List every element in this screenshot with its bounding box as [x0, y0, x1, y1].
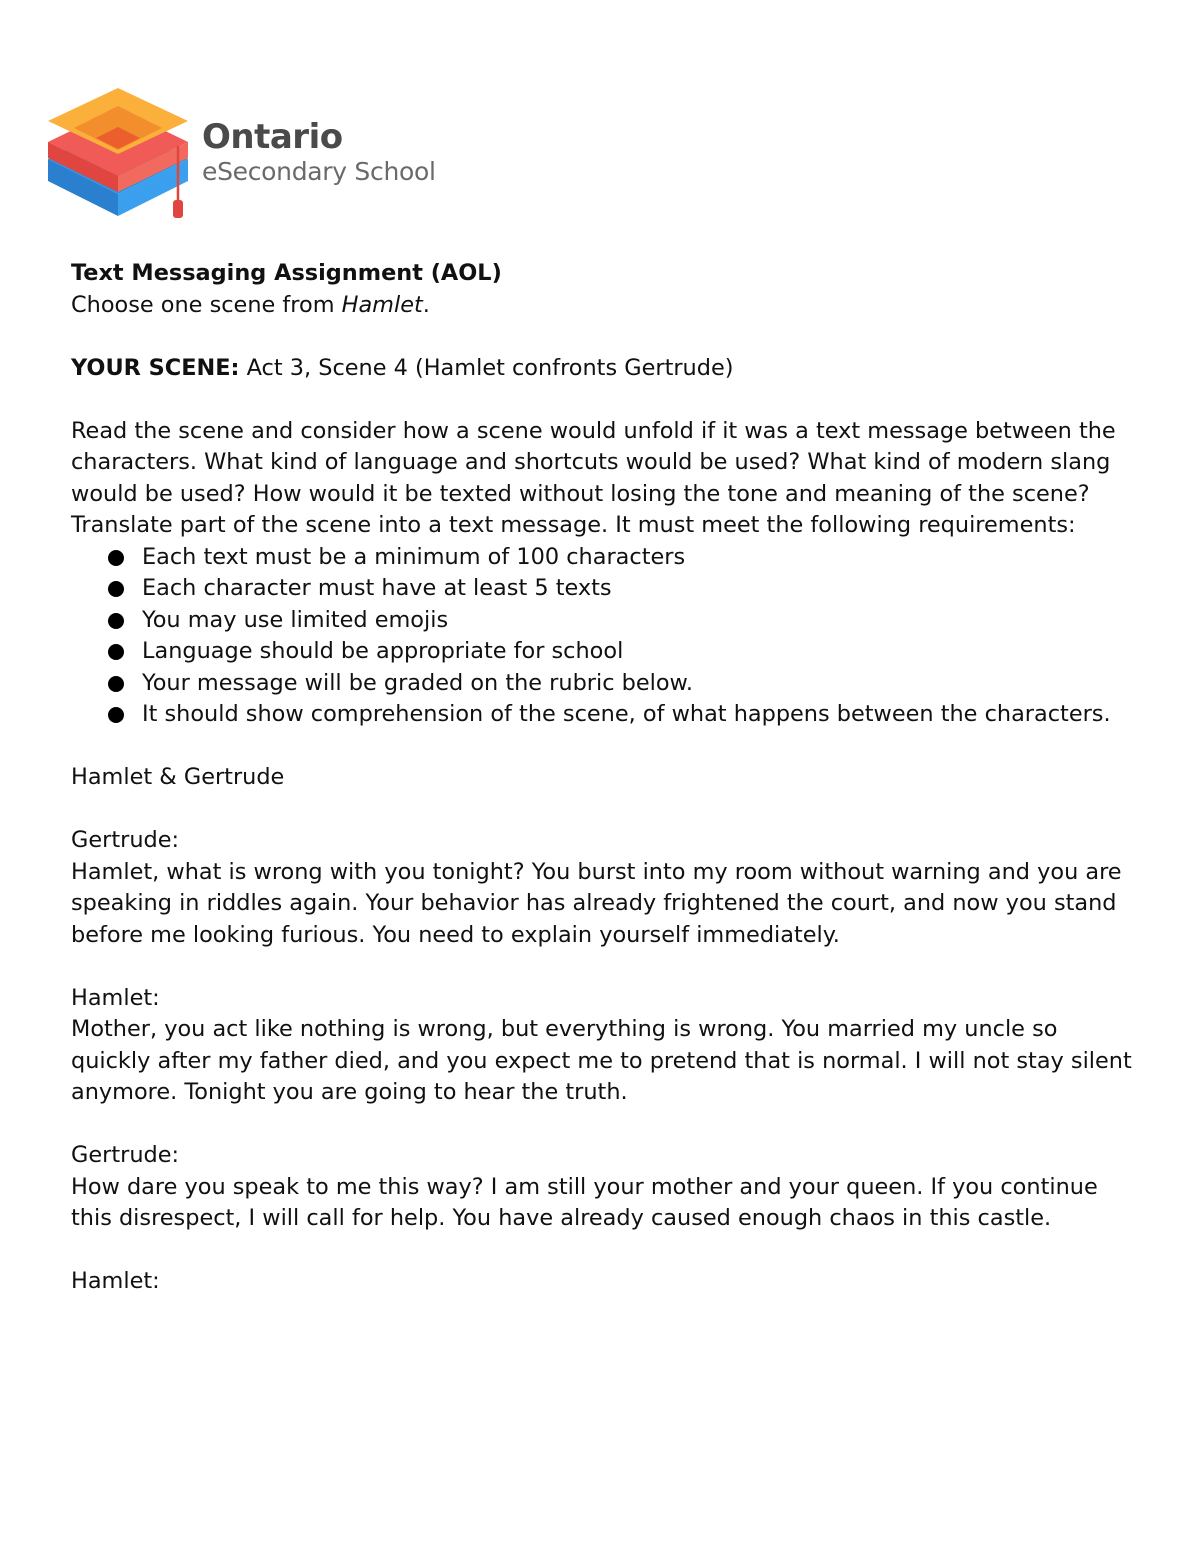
dialogue-speaker: Hamlet: — [71, 1268, 160, 1294]
requirement-text: Language should be appropriate for school — [142, 638, 624, 664]
requirement-text: It should show comprehension of the scene, of what happens between the characters. — [142, 701, 1111, 727]
assignment-title: Text Messaging Assignment (AOL) — [71, 260, 502, 286]
instructions-paragraph: Read the scene and consider how a scene would unfold if it was a text message between the characters. What kind of language and shortcuts would be used? What kind of modern slang would be used? How would it be texted without losing the tone and meaning of the scene? — [71, 417, 1116, 507]
dialogue-speaker: Gertrude: — [71, 1142, 180, 1168]
list-item — [71, 542, 1141, 574]
list-item — [71, 573, 1141, 605]
list-item — [71, 699, 1141, 731]
dialogue-text: Mother, you act like nothing is wrong, but everything is wrong. You married my uncle so quickly after my father died, and you expect me to pretend that is normal. I will not stay silent anymore. Tonight you are going to hear the truth. — [71, 1016, 1132, 1105]
requirement-text: Your message will be graded on the rubric below. — [142, 669, 693, 696]
bullet-icon — [108, 707, 124, 723]
requirement-text: You may use limited emojis — [142, 606, 449, 633]
translate-instruction: Translate part of the scene into a text message. It must meet the following requirements: — [71, 512, 1076, 538]
bullet-icon — [108, 613, 124, 629]
requirement-text: Each character must have at least 5 texts — [142, 575, 612, 601]
intro-work-title: Hamlet — [341, 291, 423, 318]
intro-suffix: . — [422, 291, 430, 318]
logo-title: Ontario — [202, 117, 343, 157]
graduation-cap-icon — [44, 84, 194, 224]
scene-line — [71, 353, 1141, 385]
intro-line — [71, 290, 1141, 322]
scene-value: Act 3, Scene 4 (Hamlet confronts Gertrude) — [239, 354, 734, 381]
list-item — [71, 636, 1141, 668]
intro-prefix: Choose one scene from — [71, 291, 342, 318]
bullet-icon — [108, 644, 124, 660]
dialogue-speaker: Hamlet: — [71, 984, 160, 1011]
list-item — [71, 605, 1141, 637]
document-body — [71, 258, 1141, 1298]
dialogue-text: How dare you speak to me this way? I am still your mother and your queen. If you continue this disrespect, I will call for help. You have already caused enough chaos in this castle. — [71, 1173, 1098, 1231]
requirements-list — [71, 542, 1141, 731]
bullet-icon — [108, 550, 124, 566]
scene-label: YOUR SCENE: — [71, 354, 240, 381]
logo-subtitle: eSecondary School — [202, 157, 436, 186]
list-item — [71, 668, 1141, 700]
dialogue-speaker: Gertrude: — [71, 827, 180, 853]
requirement-text: Each text must be a minimum of 100 characters — [142, 543, 686, 570]
bullet-icon — [108, 676, 124, 692]
school-logo — [44, 84, 464, 224]
bullet-icon — [108, 581, 124, 597]
dialogue-text: Hamlet, what is wrong with you tonight? You burst into my room without warning and you are speaking in riddles again. Your behavior has already frightened the court, and now you stand before me looking furious. You need to explain yourself immediately. — [71, 858, 1122, 948]
pair-heading: Hamlet & Gertrude — [71, 764, 285, 790]
